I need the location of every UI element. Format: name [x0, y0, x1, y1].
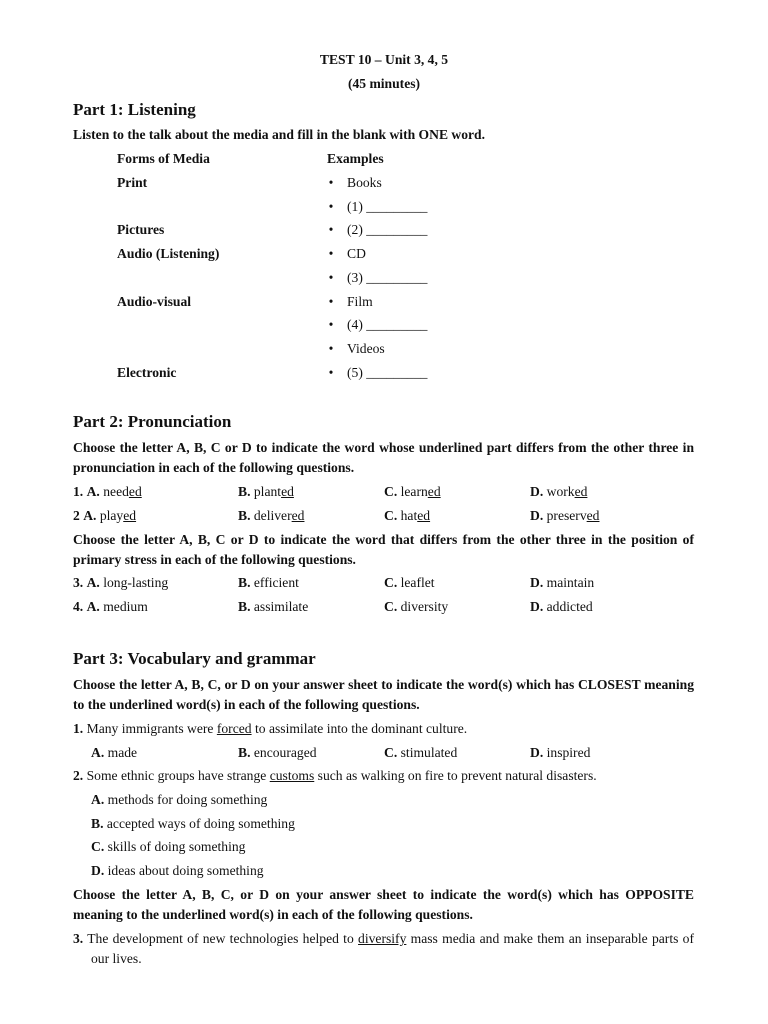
option-letter: C.: [384, 508, 398, 523]
underlined-part: ed: [128, 484, 142, 499]
media-example: (4) _________: [347, 317, 428, 332]
media-example: (3) _________: [347, 270, 428, 285]
stress-question-4: [73, 598, 148, 616]
pron-question-2: [73, 507, 136, 525]
underlined-part: ed: [574, 484, 588, 499]
vocab-q2-option-b: [91, 815, 295, 833]
pron-q2-option-b: [238, 507, 304, 525]
word-stem: hat: [400, 508, 418, 523]
option-letter: B.: [238, 599, 251, 614]
question-number: 1.: [73, 721, 84, 736]
vocab-q2-option-a: [91, 791, 267, 809]
question-number: 1.: [73, 484, 84, 499]
part3-instruction-1: Choose the letter A, B, C, or D on your answer sheet to indicate the word(s) which has CLOSEST meaning to the underlined word(s) in each of the following questions.: [73, 677, 694, 712]
vocab-question-3: [73, 929, 694, 969]
word-stem: work: [546, 484, 575, 499]
vocab-q1-option-c: [384, 744, 457, 762]
stress-q3-option-b: [238, 574, 299, 592]
option-word: medium: [103, 599, 148, 614]
vocab-question-1: [73, 720, 467, 738]
pron-q1-option-c: [384, 483, 441, 501]
question-text: to assimilate into the dominant culture.: [251, 721, 468, 736]
media-example: Film: [347, 294, 373, 309]
media-example: Videos: [347, 341, 385, 356]
media-example: Books: [347, 175, 382, 190]
vocab-q1-option-b: [238, 744, 317, 762]
bullet-icon: •: [328, 222, 334, 237]
bullet-icon: •: [328, 341, 334, 356]
media-form: Print: [117, 175, 148, 190]
part1-heading: Part 1: Listening: [73, 100, 196, 119]
option-letter: B.: [238, 508, 251, 523]
option-letter: A.: [86, 599, 100, 614]
part2-instruction-1: Choose the letter A, B, C or D to indicate the word whose underlined part differs from the other three in pronunciation in each of the following questions.: [73, 440, 694, 475]
media-example: (1) _________: [347, 199, 428, 214]
bullet-icon: •: [328, 317, 334, 332]
option-text: stimulated: [400, 745, 458, 760]
media-form: Pictures: [117, 222, 165, 237]
underlined-part: ed: [586, 508, 600, 523]
option-letter: B.: [238, 745, 251, 760]
test-title: TEST 10 – Unit 3, 4, 5: [319, 52, 449, 67]
option-letter: D.: [530, 745, 544, 760]
option-letter: A.: [83, 508, 97, 523]
vocab-q2-option-d: [91, 862, 264, 880]
option-letter: D.: [530, 484, 544, 499]
question-text: such as walking on fire to prevent natural disasters.: [314, 768, 597, 783]
word-stem: need: [103, 484, 129, 499]
option-text: made: [107, 745, 138, 760]
bullet-icon: •: [328, 175, 334, 190]
option-text: inspired: [546, 745, 591, 760]
question-number: 3.: [73, 931, 84, 946]
underlined-part: ed: [123, 508, 137, 523]
word-stem: learn: [400, 484, 428, 499]
question-text: mass media and make them an inseparable parts of our lives.: [91, 931, 695, 966]
media-form: Audio (Listening): [117, 246, 220, 261]
pron-q2-option-d: [530, 507, 599, 525]
option-word: long-lasting: [103, 575, 169, 590]
bullet-icon: •: [328, 294, 334, 309]
bullet-icon: •: [328, 270, 334, 285]
word-stem: plant: [253, 484, 282, 499]
vocab-q1-option-d: [530, 744, 590, 762]
option-letter: D.: [530, 599, 544, 614]
pron-q1-option-b: [238, 483, 294, 501]
option-letter: B.: [238, 575, 251, 590]
option-text: accepted ways of doing something: [106, 816, 295, 831]
part2-heading: Part 2: Pronunciation: [73, 412, 232, 431]
media-example: CD: [347, 246, 366, 261]
underlined-part: ed: [427, 484, 441, 499]
media-example: (5) _________: [347, 365, 428, 380]
stress-q3-option-c: [384, 574, 435, 592]
vocab-question-2: [73, 767, 597, 785]
question-number: 4.: [73, 599, 84, 614]
option-letter: D.: [530, 508, 544, 523]
question-number: 2.: [73, 768, 84, 783]
stress-q3-option-d: [530, 574, 594, 592]
option-word: maintain: [546, 575, 595, 590]
word-stem: preserv: [546, 508, 587, 523]
option-letter: A.: [91, 792, 105, 807]
pron-question-1: [73, 483, 142, 501]
underlined-part: ed: [291, 508, 305, 523]
bullet-icon: •: [328, 246, 334, 261]
underlined-word: diversify: [358, 931, 407, 946]
bullet-icon: •: [328, 365, 334, 380]
pron-q2-option-c: [384, 507, 430, 525]
option-word: leaflet: [400, 575, 435, 590]
part1-instruction: Listen to the talk about the media and fill in the blank with ONE word.: [73, 127, 486, 142]
stress-question-3: [73, 574, 168, 592]
option-letter: C.: [384, 599, 398, 614]
option-word: efficient: [253, 575, 299, 590]
option-letter: A.: [86, 484, 100, 499]
underlined-part: ed: [417, 508, 431, 523]
col-header-forms: Forms of Media: [117, 151, 210, 166]
part3-instruction-2: Choose the letter A, B, C, or D on your answer sheet to indicate the word(s) which has OPPOSITE meaning to the underlined word(s) in each of the following questions.: [73, 887, 694, 922]
stress-q4-option-d: [530, 598, 593, 616]
option-letter: B.: [91, 816, 104, 831]
option-letter: C.: [384, 484, 398, 499]
option-letter: A.: [91, 745, 105, 760]
option-text: methods for doing something: [107, 792, 268, 807]
media-form: Electronic: [117, 365, 177, 380]
option-letter: C.: [384, 745, 398, 760]
option-word: assimilate: [253, 599, 309, 614]
option-letter: C.: [384, 575, 398, 590]
option-word: [103, 484, 142, 499]
vocab-q2-option-c: [91, 838, 245, 856]
question-number: 2: [73, 508, 80, 523]
option-letter: D.: [530, 575, 544, 590]
option-letter: C.: [91, 839, 105, 854]
part3-heading: Part 3: Vocabulary and grammar: [73, 649, 316, 668]
stress-q4-option-c: [384, 598, 448, 616]
col-header-examples: Examples: [327, 151, 384, 166]
underlined-word: customs: [269, 768, 315, 783]
option-word: addicted: [546, 599, 593, 614]
test-duration: (45 minutes): [347, 76, 421, 91]
question-number: 3.: [73, 575, 84, 590]
word-stem: play: [99, 508, 124, 523]
vocab-q1-option-a: [91, 744, 137, 762]
media-form: Audio-visual: [117, 294, 192, 309]
underlined-word: forced: [216, 721, 252, 736]
option-letter: A.: [86, 575, 100, 590]
part2-instruction-2: Choose the letter A, B, C or D to indicate the word that differs from the other three in the position of primary stress in each of the following questions.: [73, 532, 694, 567]
underlined-part: ed: [281, 484, 294, 499]
question-text: Many immigrants were: [86, 721, 217, 736]
option-word: diversity: [400, 599, 449, 614]
word-stem: deliver: [253, 508, 292, 523]
question-text: Some ethnic groups have strange: [86, 768, 270, 783]
media-example: (2) _________: [347, 222, 428, 237]
pron-q1-option-d: [530, 483, 587, 501]
option-letter: D.: [91, 863, 105, 878]
option-letter: B.: [238, 484, 251, 499]
option-text: encouraged: [253, 745, 317, 760]
question-text: The development of new technologies helped to: [87, 931, 359, 946]
option-text: ideas about doing something: [107, 863, 264, 878]
option-text: skills of doing something: [107, 839, 246, 854]
stress-q4-option-b: [238, 598, 308, 616]
bullet-icon: •: [328, 199, 334, 214]
